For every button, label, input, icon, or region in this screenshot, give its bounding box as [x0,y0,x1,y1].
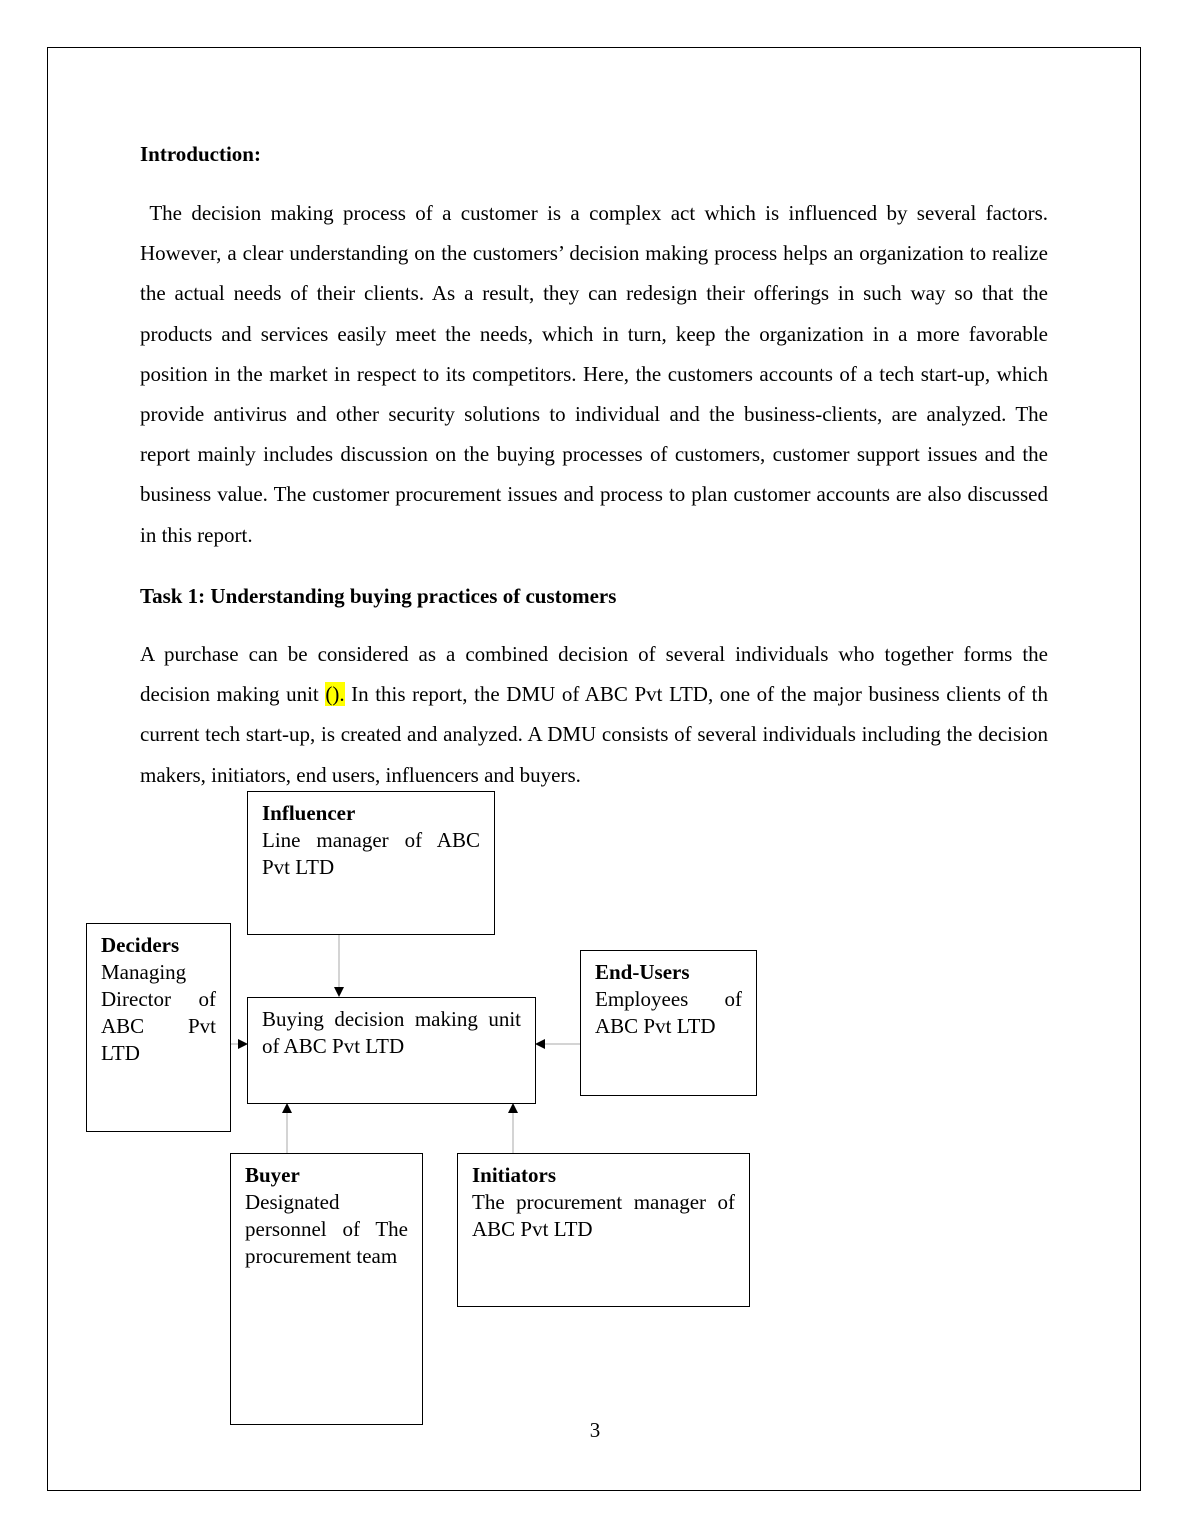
initiators-box [457,1153,750,1307]
initiators-body: The procurement manager of ABC Pvt LTD [472,1190,735,1241]
center-box [247,997,536,1104]
buyer-body: Designated personnel of The procurement team [245,1190,408,1268]
deciders-body: Managing Director of ABC Pvt LTD [101,960,216,1065]
deciders-title: Deciders [101,933,180,957]
influencer-box [247,791,495,935]
initiators-title: Initiators [472,1163,556,1187]
end-users-box [580,950,757,1096]
end-users-body: Employees of ABC Pvt LTD [595,987,742,1038]
influencer-title: Influencer [262,801,356,825]
task1-heading: Task 1: Understanding buying practices of customers [140,584,617,608]
buyer-title: Buyer [245,1163,300,1187]
task1-text-part1: A purchase can be considered as a combined decision of several individuals who together forms the decision making unit [140,642,1048,707]
intro-paragraph: The decision making process of a customer is a complex act which is influenced by several factors. However, a clear understanding on the customers’ decision making process helps an organization to realize the actual needs of their clients. As a result, they can redesign their offerings in such way so that the products and services easily meet the needs, which in turn, keep the organization in a more favorable position in the market in respect to its competitors. Here, the customers accounts of a tech start-up, which provide antivirus and other security solutions to individual and the business-clients, are analyzed. The report mainly includes discussion on the buying processes of customers, customer support issues and the business value. The customer procurement issues and process to plan customer accounts are also discussed in this report. [140,201,1048,547]
task1-text-part2: In this report, the DMU of ABC Pvt LTD, one of the major business clients of th current tech start-up, is created and analyzed. A DMU consists of several individuals including the decision makers, initiators, end users, influencers and buyers. [140,682,1048,787]
task1-paragraph [140,634,1048,795]
center-body: Buying decision making unit of ABC Pvt LTD [262,1007,521,1058]
influencer-body: Line manager of ABC Pvt LTD [262,828,480,879]
citation-highlight: (). [325,682,345,707]
intro-heading: Introduction: [140,142,261,166]
end-users-title: End-Users [595,960,690,984]
buyer-box [230,1153,423,1425]
page-number: 3 [589,1418,601,1442]
deciders-box [86,923,231,1132]
